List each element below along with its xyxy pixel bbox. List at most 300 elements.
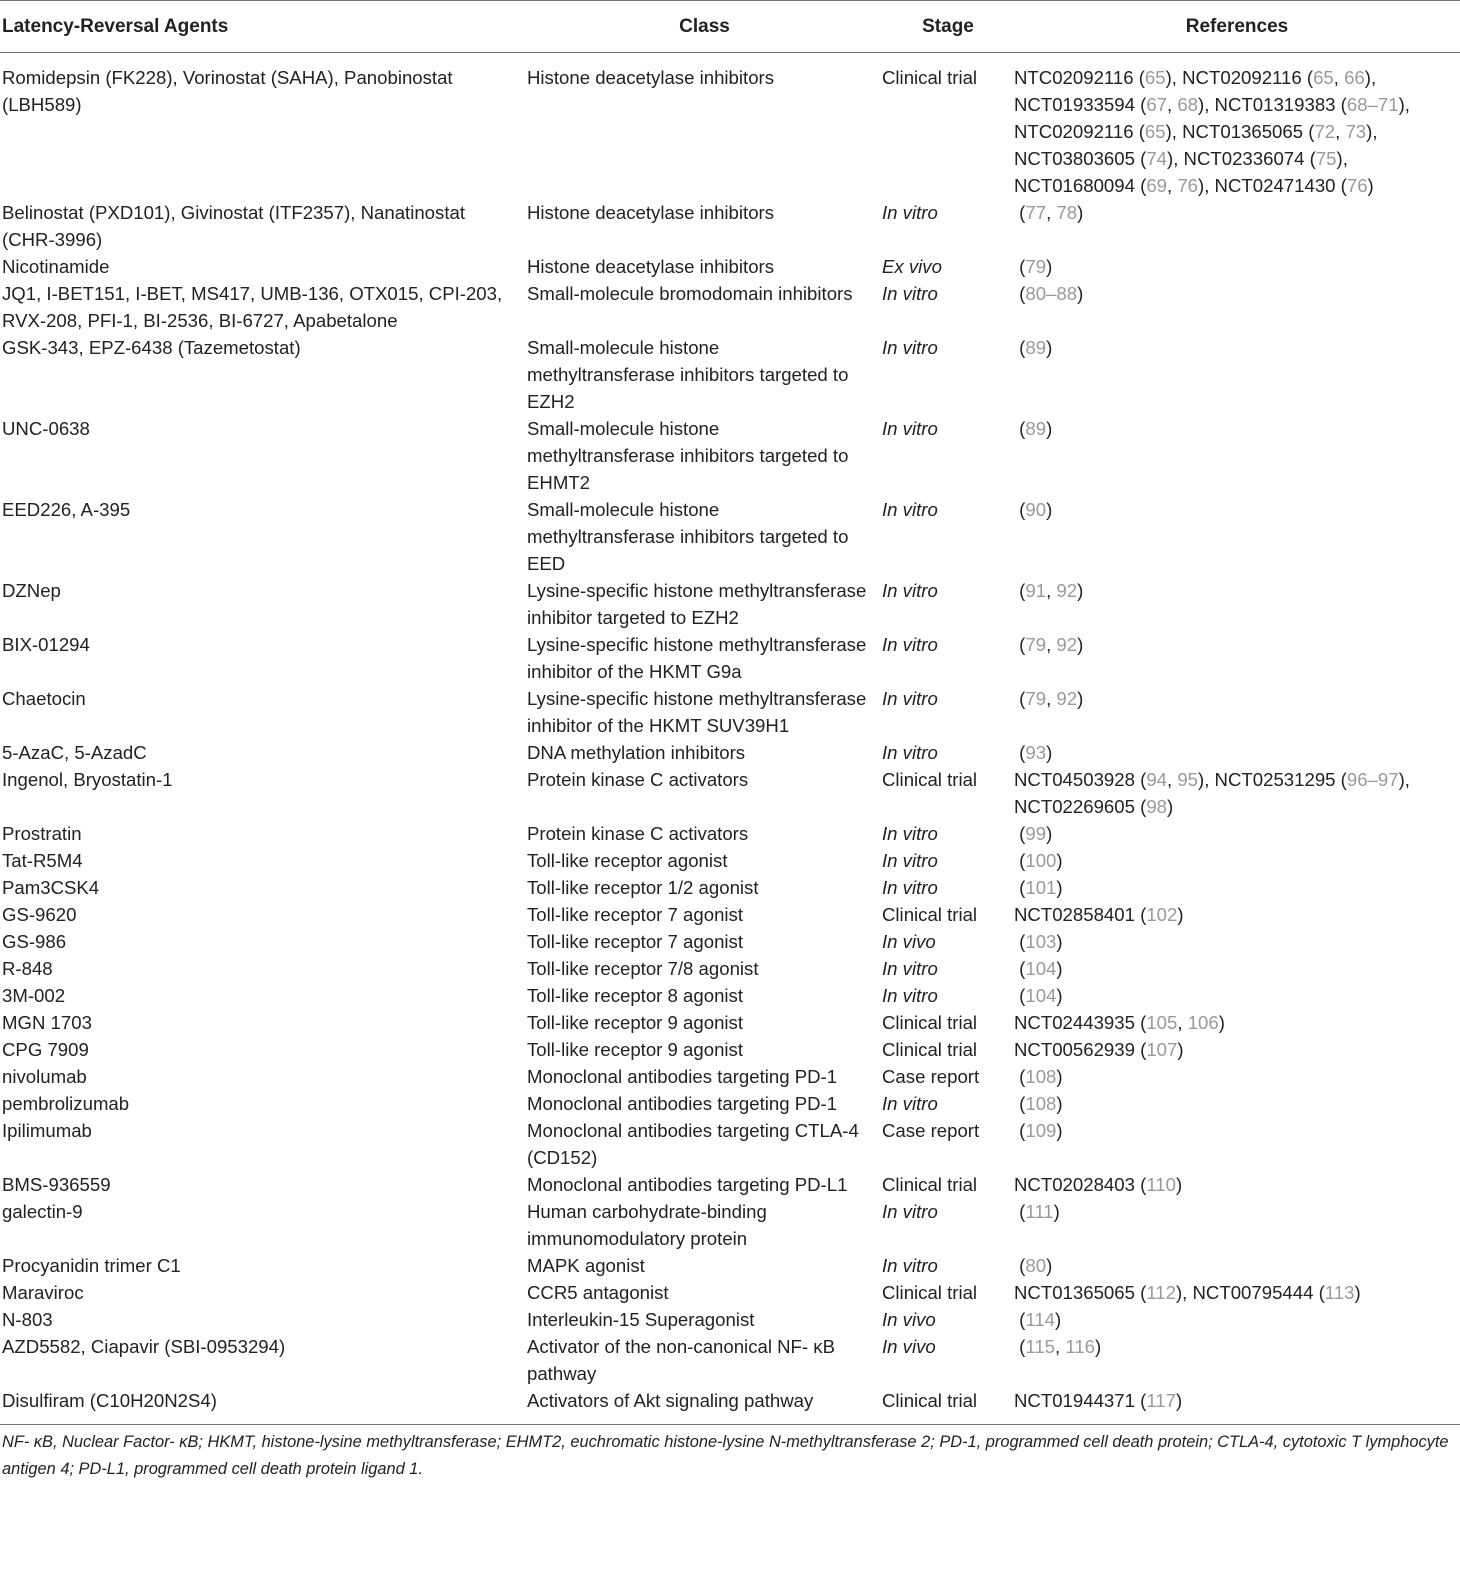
- table-row: [0, 577, 1460, 631]
- reference-link[interactable]: 93: [1025, 742, 1047, 763]
- reference-text: (: [1014, 823, 1026, 844]
- table-row: [0, 1387, 1460, 1424]
- references-cell: [1014, 280, 1460, 334]
- reference-line: [1014, 577, 1460, 604]
- reference-link[interactable]: 100: [1025, 850, 1057, 871]
- stage-cell: In vitro: [882, 1255, 938, 1276]
- reference-link[interactable]: 106: [1187, 1012, 1219, 1033]
- reference-text: ): [1167, 796, 1174, 817]
- class-cell: Human carbohydrate-binding immunomodulatory protein: [527, 1201, 767, 1249]
- reference-link[interactable]: 92: [1056, 688, 1078, 709]
- agent-cell: Ingenol, Bryostatin-1: [2, 769, 173, 790]
- references-cell: [1014, 766, 1460, 820]
- agent-cell: Procyanidin trimer C1: [2, 1255, 181, 1276]
- reference-link[interactable]: 104: [1025, 958, 1057, 979]
- reference-line: [1014, 1063, 1460, 1090]
- reference-text: ): [1095, 1336, 1102, 1357]
- references-cell: [1014, 1198, 1460, 1252]
- table-row: [0, 901, 1460, 928]
- agent-cell: Pam3CSK4: [2, 877, 100, 898]
- reference-link[interactable]: 66: [1344, 67, 1365, 88]
- reference-line: [1014, 1387, 1460, 1414]
- reference-text: ): [1077, 580, 1084, 601]
- references-cell: [1014, 739, 1460, 766]
- reference-link[interactable]: 102: [1146, 904, 1178, 925]
- reference-text: ): [1056, 958, 1063, 979]
- class-cell: Lysine-specific histone methyltransferase inhibitor of the HKMT SUV39H1: [527, 688, 867, 736]
- references-cell: [1014, 53, 1460, 200]
- reference-link[interactable]: 91: [1025, 580, 1047, 601]
- stage-cell: Clinical trial: [882, 1039, 978, 1060]
- reference-line: [1014, 199, 1460, 226]
- reference-link[interactable]: 104: [1025, 985, 1057, 1006]
- reference-text: ),: [1398, 94, 1410, 115]
- reference-text: NCT01680094 (: [1014, 175, 1147, 196]
- table-row: [0, 685, 1460, 739]
- agent-cell: N-803: [2, 1309, 53, 1330]
- references-cell: [1014, 199, 1460, 253]
- reference-text: ): [1046, 337, 1053, 358]
- reference-link[interactable]: 73: [1345, 121, 1367, 142]
- reference-text: ): [1354, 1282, 1361, 1303]
- reference-link[interactable]: 79: [1025, 256, 1047, 277]
- table-row: [0, 631, 1460, 685]
- table-row: [0, 334, 1460, 415]
- reference-text: NCT02269605 (: [1014, 796, 1147, 817]
- stage-cell: Clinical trial: [882, 1282, 978, 1303]
- reference-text: ): [1053, 1201, 1060, 1222]
- agent-cell: 3M-002: [2, 985, 66, 1006]
- reference-link[interactable]: 69: [1146, 175, 1167, 196]
- stage-cell: In vitro: [882, 499, 938, 520]
- references-cell: [1014, 955, 1460, 982]
- table-row: [0, 847, 1460, 874]
- class-cell: Toll-like receptor 7/8 agonist: [527, 958, 759, 979]
- reference-text: ): [1046, 823, 1053, 844]
- references-cell: [1014, 1387, 1460, 1424]
- table-row: [0, 1117, 1460, 1171]
- agent-cell: MGN 1703: [2, 1012, 92, 1033]
- reference-text: NCT00562939 (: [1014, 1039, 1147, 1060]
- class-cell: Monoclonal antibodies targeting PD-L1: [527, 1174, 848, 1195]
- stage-cell: Clinical trial: [882, 769, 978, 790]
- reference-line: [1014, 982, 1460, 1009]
- stage-cell: In vitro: [882, 634, 938, 655]
- stage-cell: In vivo: [882, 1309, 936, 1330]
- reference-text: NCT02443935 (: [1014, 1012, 1147, 1033]
- reference-link[interactable]: 76: [1177, 175, 1199, 196]
- class-cell: Small-molecule bromodomain inhibitors: [527, 283, 853, 304]
- header-agents: Latency-Reversal Agents: [0, 1, 527, 53]
- reference-text: ),: [1366, 121, 1378, 142]
- reference-text: (: [1014, 958, 1026, 979]
- reference-text: NTC02092116 (: [1014, 67, 1145, 88]
- stage-cell: In vitro: [882, 958, 938, 979]
- reference-line: [1014, 496, 1460, 523]
- table-body: [0, 53, 1460, 1425]
- references-cell: [1014, 1333, 1460, 1387]
- agent-cell: Prostratin: [2, 823, 82, 844]
- agent-cell: AZD5582, Ciapavir (SBI-0953294): [2, 1336, 286, 1357]
- table-row: [0, 1198, 1460, 1252]
- reference-line: [1014, 955, 1460, 982]
- reference-text: (: [1014, 1255, 1026, 1276]
- class-cell: Toll-like receptor 9 agonist: [527, 1039, 743, 1060]
- reference-link[interactable]: 112: [1146, 1282, 1176, 1303]
- reference-text: ): [1077, 634, 1084, 655]
- stage-cell: In vitro: [882, 202, 938, 223]
- reference-text: NCT02028403 (: [1014, 1174, 1147, 1195]
- reference-text: ), NCT00795444 (: [1175, 1282, 1325, 1303]
- class-cell: Activators of Akt signaling pathway: [527, 1390, 814, 1411]
- references-cell: [1014, 685, 1460, 739]
- reference-text: (: [1014, 634, 1026, 655]
- class-cell: Histone deacetylase inhibitors: [527, 256, 775, 277]
- reference-text: ,: [1055, 1336, 1066, 1357]
- reference-text: ): [1046, 742, 1053, 763]
- agent-cell: Tat-R5M4: [2, 850, 83, 871]
- reference-text: (: [1014, 283, 1026, 304]
- reference-text: ,: [1335, 121, 1346, 142]
- reference-link[interactable]: 115: [1025, 1336, 1056, 1357]
- reference-link[interactable]: 116: [1065, 1336, 1096, 1357]
- reference-text: ): [1367, 175, 1374, 196]
- references-cell: [1014, 1306, 1460, 1333]
- reference-text: (: [1014, 877, 1026, 898]
- reference-line: [1014, 253, 1460, 280]
- reference-link[interactable]: 101: [1025, 877, 1057, 898]
- reference-link[interactable]: 79: [1025, 634, 1047, 655]
- reference-link[interactable]: 65: [1144, 121, 1166, 142]
- stage-cell: Clinical trial: [882, 1012, 978, 1033]
- reference-text: ): [1046, 256, 1053, 277]
- reference-text: (: [1014, 1201, 1026, 1222]
- agent-cell: GS-986: [2, 931, 67, 952]
- class-cell: Monoclonal antibodies targeting PD-1: [527, 1093, 838, 1114]
- references-cell: [1014, 1117, 1460, 1171]
- reference-text: ),: [1364, 67, 1377, 88]
- stage-cell: In vitro: [882, 337, 938, 358]
- reference-line: [1014, 766, 1460, 793]
- reference-text: (: [1014, 742, 1026, 763]
- reference-text: ,: [1046, 202, 1057, 223]
- reference-link[interactable]: 68–71: [1346, 94, 1399, 115]
- references-cell: [1014, 1063, 1460, 1090]
- reference-text: ,: [1333, 67, 1345, 88]
- table-row: [0, 1333, 1460, 1387]
- reference-link[interactable]: 103: [1025, 931, 1057, 952]
- references-cell: [1014, 415, 1460, 496]
- references-cell: [1014, 820, 1460, 847]
- reference-text: NCT01944371 (: [1014, 1390, 1147, 1411]
- table-row: [0, 280, 1460, 334]
- reference-text: ): [1056, 985, 1063, 1006]
- reference-link[interactable]: 108: [1025, 1066, 1057, 1087]
- table-row: [0, 53, 1460, 200]
- reference-line: [1014, 1036, 1460, 1063]
- reference-link[interactable]: 114: [1025, 1309, 1056, 1330]
- reference-text: ,: [1167, 769, 1178, 790]
- reference-line: [1014, 1306, 1460, 1333]
- reference-text: ), NCT01365065 (: [1165, 121, 1315, 142]
- table-row: [0, 739, 1460, 766]
- table-row: [0, 1009, 1460, 1036]
- reference-text: ): [1056, 877, 1063, 898]
- reference-text: (: [1014, 580, 1026, 601]
- agent-cell: Maraviroc: [2, 1282, 84, 1303]
- table-row: [0, 1279, 1460, 1306]
- table-row: [0, 1252, 1460, 1279]
- reference-text: (: [1014, 256, 1026, 277]
- reference-link[interactable]: 80: [1025, 1255, 1047, 1276]
- class-cell: Toll-like receptor 1/2 agonist: [527, 877, 759, 898]
- reference-line: [1014, 739, 1460, 766]
- reference-line: [1014, 820, 1460, 847]
- class-cell: CCR5 antagonist: [527, 1282, 669, 1303]
- agent-cell: 5-AzaC, 5-AzadC: [2, 742, 147, 763]
- table-row: [0, 820, 1460, 847]
- reference-link[interactable]: 109: [1025, 1120, 1057, 1141]
- references-cell: [1014, 1090, 1460, 1117]
- reference-link[interactable]: 92: [1056, 580, 1078, 601]
- reference-link[interactable]: 110: [1146, 1174, 1176, 1195]
- class-cell: Histone deacetylase inhibitors: [527, 202, 775, 223]
- references-cell: [1014, 1171, 1460, 1198]
- references-cell: [1014, 847, 1460, 874]
- class-cell: Lysine-specific histone methyltransferase inhibitor targeted to EZH2: [527, 580, 867, 628]
- reference-link[interactable]: 89: [1025, 418, 1047, 439]
- reference-link[interactable]: 95: [1177, 769, 1199, 790]
- reference-link[interactable]: 105: [1146, 1012, 1178, 1033]
- class-cell: Monoclonal antibodies targeting PD-1: [527, 1066, 838, 1087]
- reference-line: [1014, 1279, 1460, 1306]
- stage-cell: Case report: [882, 1066, 980, 1087]
- header-row: [0, 1, 1460, 53]
- reference-link[interactable]: 68: [1177, 94, 1199, 115]
- reference-link[interactable]: 90: [1025, 499, 1047, 520]
- reference-line: [1014, 874, 1460, 901]
- class-cell: Small-molecule histone methyltransferase inhibitors targeted to EHMT2: [527, 418, 849, 493]
- class-cell: Protein kinase C activators: [527, 769, 749, 790]
- agent-cell: Ipilimumab: [2, 1120, 92, 1141]
- reference-text: ), NCT02531295 (: [1198, 769, 1347, 790]
- reference-text: ,: [1046, 634, 1057, 655]
- reference-link[interactable]: 99: [1025, 823, 1047, 844]
- reference-line: [1014, 901, 1460, 928]
- reference-line: [1014, 1009, 1460, 1036]
- stage-cell: In vitro: [882, 1093, 938, 1114]
- reference-text: ), NCT01319383 (: [1198, 94, 1347, 115]
- reference-text: ), NCT02336074 (: [1167, 148, 1316, 169]
- references-cell: [1014, 1279, 1460, 1306]
- stage-cell: Ex vivo: [882, 256, 942, 277]
- reference-link[interactable]: 74: [1146, 148, 1167, 169]
- reference-link[interactable]: 75: [1315, 148, 1337, 169]
- reference-line: [1014, 172, 1460, 199]
- references-cell: [1014, 334, 1460, 415]
- class-cell: Histone deacetylase inhibitors: [527, 67, 775, 88]
- reference-line: [1014, 1171, 1460, 1198]
- reference-line: [1014, 631, 1460, 658]
- stage-cell: In vitro: [882, 823, 938, 844]
- table-row: [0, 253, 1460, 280]
- reference-link[interactable]: 67: [1146, 94, 1167, 115]
- reference-text: NTC02092116 (: [1014, 121, 1145, 142]
- reference-text: ): [1077, 202, 1084, 223]
- reference-link[interactable]: 111: [1025, 1201, 1054, 1222]
- reference-link[interactable]: 78: [1056, 202, 1078, 223]
- agent-cell: Belinostat (PXD101), Givinostat (ITF2357), Nanatinostat (CHR-3996): [2, 202, 465, 250]
- reference-link[interactable]: 94: [1146, 769, 1167, 790]
- references-cell: [1014, 982, 1460, 1009]
- reference-text: NCT03803605 (: [1014, 148, 1147, 169]
- table-row: [0, 766, 1460, 820]
- reference-link[interactable]: 92: [1056, 634, 1078, 655]
- reference-text: (: [1014, 1309, 1026, 1330]
- reference-link[interactable]: 76: [1346, 175, 1368, 196]
- references-cell: [1014, 901, 1460, 928]
- reference-text: (: [1014, 985, 1026, 1006]
- stage-cell: In vitro: [882, 742, 938, 763]
- stage-cell: Clinical trial: [882, 1390, 978, 1411]
- class-cell: Toll-like receptor 7 agonist: [527, 904, 743, 925]
- references-cell: [1014, 1009, 1460, 1036]
- reference-link[interactable]: 107: [1146, 1039, 1178, 1060]
- reference-text: NCT01933594 (: [1014, 94, 1147, 115]
- class-cell: Interleukin-15 Superagonist: [527, 1309, 755, 1330]
- reference-link[interactable]: 96–97: [1346, 769, 1399, 790]
- reference-text: ): [1177, 1039, 1184, 1060]
- header-references: References: [1014, 1, 1460, 53]
- agent-cell: GS-9620: [2, 904, 77, 925]
- reference-text: ): [1055, 1309, 1062, 1330]
- table-row: [0, 1036, 1460, 1063]
- table-row: [0, 982, 1460, 1009]
- reference-text: ,: [1046, 580, 1057, 601]
- reference-text: ): [1056, 1093, 1063, 1114]
- stage-cell: Clinical trial: [882, 1174, 978, 1195]
- agent-cell: BMS-936559: [2, 1174, 111, 1195]
- reference-link[interactable]: 98: [1146, 796, 1167, 817]
- reference-text: ), NCT02471430 (: [1198, 175, 1347, 196]
- references-cell: [1014, 1252, 1460, 1279]
- table-row: [0, 199, 1460, 253]
- references-cell: [1014, 1036, 1460, 1063]
- stage-cell: Clinical trial: [882, 904, 978, 925]
- reference-text: ): [1046, 1255, 1053, 1276]
- reference-text: ), NCT02092116 (: [1165, 67, 1314, 88]
- reference-line: [1014, 415, 1460, 442]
- reference-line: [1014, 793, 1460, 820]
- reference-link[interactable]: 80–88: [1025, 283, 1078, 304]
- reference-line: [1014, 1198, 1460, 1225]
- reference-link[interactable]: 108: [1025, 1093, 1057, 1114]
- reference-text: (: [1014, 418, 1026, 439]
- reference-line: [1014, 1090, 1460, 1117]
- reference-text: ): [1218, 1012, 1225, 1033]
- reference-text: (: [1014, 1066, 1026, 1087]
- reference-text: ): [1056, 1120, 1063, 1141]
- agent-cell: DZNep: [2, 580, 61, 601]
- reference-line: [1014, 64, 1460, 91]
- references-cell: [1014, 577, 1460, 631]
- agent-cell: Chaetocin: [2, 688, 86, 709]
- reference-text: ): [1056, 931, 1063, 952]
- agent-cell: JQ1, I-BET151, I-BET, MS417, UMB-136, OTX015, CPI-203, RVX-208, PFI-1, BI-2536, BI-6727, Apabetalone: [2, 283, 503, 331]
- references-cell: [1014, 253, 1460, 280]
- table-row: [0, 496, 1460, 577]
- reference-text: (: [1014, 337, 1026, 358]
- class-cell: DNA methylation inhibitors: [527, 742, 746, 763]
- reference-text: ): [1077, 283, 1084, 304]
- table-row: [0, 928, 1460, 955]
- stage-cell: In vitro: [882, 283, 938, 304]
- class-cell: Toll-like receptor 9 agonist: [527, 1012, 743, 1033]
- reference-line: [1014, 118, 1460, 145]
- stage-cell: In vitro: [882, 1201, 938, 1222]
- reference-link[interactable]: 77: [1025, 202, 1047, 223]
- table-row: [0, 415, 1460, 496]
- stage-cell: In vitro: [882, 985, 938, 1006]
- reference-link[interactable]: 72: [1314, 121, 1336, 142]
- reference-line: [1014, 1252, 1460, 1279]
- reference-link[interactable]: 65: [1144, 67, 1166, 88]
- reference-line: [1014, 280, 1460, 307]
- class-cell: Toll-like receptor agonist: [527, 850, 728, 871]
- agent-cell: CPG 7909: [2, 1039, 89, 1060]
- stage-cell: In vivo: [882, 1336, 936, 1357]
- reference-text: ): [1077, 688, 1084, 709]
- class-cell: Toll-like receptor 8 agonist: [527, 985, 743, 1006]
- reference-text: (: [1014, 202, 1026, 223]
- stage-cell: In vivo: [882, 931, 936, 952]
- class-cell: Small-molecule histone methyltransferase inhibitors targeted to EED: [527, 499, 849, 574]
- class-cell: MAPK agonist: [527, 1255, 645, 1276]
- reference-link[interactable]: 113: [1324, 1282, 1355, 1303]
- agent-cell: BIX-01294: [2, 634, 90, 655]
- reference-text: ): [1046, 418, 1053, 439]
- reference-link[interactable]: 79: [1025, 688, 1047, 709]
- reference-text: NCT01365065 (: [1014, 1282, 1147, 1303]
- reference-link[interactable]: 117: [1146, 1390, 1176, 1411]
- class-cell: Protein kinase C activators: [527, 823, 749, 844]
- reference-line: [1014, 1333, 1460, 1360]
- reference-text: (: [1014, 1336, 1026, 1357]
- table-row: [0, 874, 1460, 901]
- class-cell: Monoclonal antibodies targeting CTLA-4 (CD152): [527, 1120, 859, 1168]
- reference-text: (: [1014, 1093, 1026, 1114]
- reference-text: ,: [1167, 175, 1178, 196]
- reference-line: [1014, 145, 1460, 172]
- reference-text: ): [1056, 1066, 1063, 1087]
- references-cell: [1014, 874, 1460, 901]
- stage-cell: In vitro: [882, 580, 938, 601]
- reference-text: (: [1014, 499, 1026, 520]
- reference-line: [1014, 334, 1460, 361]
- table-row: [0, 1171, 1460, 1198]
- reference-line: [1014, 685, 1460, 712]
- class-cell: Toll-like receptor 7 agonist: [527, 931, 743, 952]
- reference-link[interactable]: 89: [1025, 337, 1047, 358]
- agent-cell: Nicotinamide: [2, 256, 110, 277]
- reference-text: ): [1175, 1390, 1183, 1411]
- reference-line: [1014, 1117, 1460, 1144]
- reference-text: ,: [1167, 94, 1178, 115]
- class-cell: Small-molecule histone methyltransferase inhibitors targeted to EZH2: [527, 337, 849, 412]
- agent-cell: Romidepsin (FK228), Vorinostat (SAHA), Panobinostat (LBH589): [2, 67, 453, 115]
- reference-text: (: [1014, 688, 1026, 709]
- reference-link[interactable]: 65: [1313, 67, 1334, 88]
